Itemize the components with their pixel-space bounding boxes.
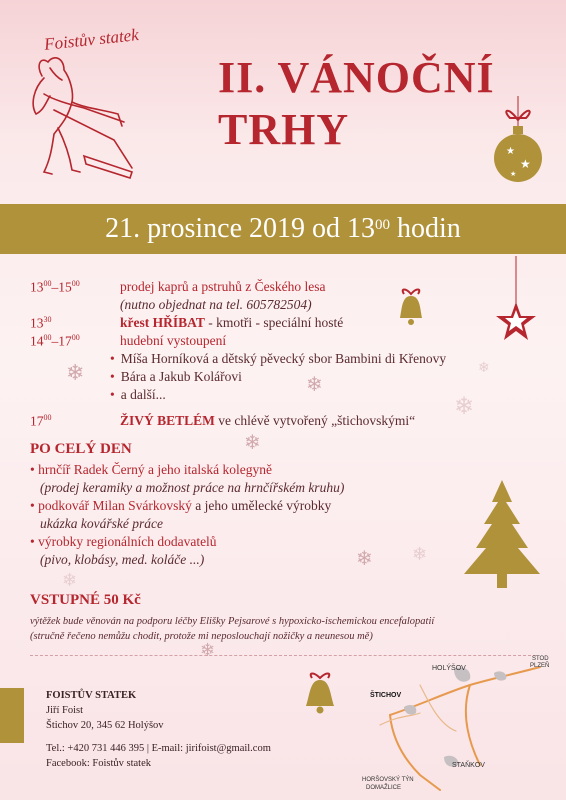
date-banner: 21. prosince 2019 od $13^{00}$ hodin xyxy=(0,204,566,254)
page-title xyxy=(218,52,495,156)
ornament-ball-icon xyxy=(488,96,548,196)
snowflake-icon: ❄ xyxy=(412,544,428,564)
snowflake-icon: ❄ xyxy=(244,432,261,454)
bell-icon xyxy=(300,672,340,718)
svg-text:★: ★ xyxy=(510,170,517,178)
footer-links: Tel.: +420 731 446 395 | E-mail: jirifoist@gmail.com Facebook: Foistův statek xyxy=(46,743,271,769)
program-item: $14^{00}-17^{00}$ hudební vystoupení xyxy=(30,333,227,349)
map-label-holysov: HOLÝŠOV xyxy=(432,665,466,672)
bell-icon xyxy=(394,288,428,330)
svg-text:★: ★ xyxy=(506,146,515,157)
entry-price: VSTUPNÉ 50 Kč xyxy=(30,592,141,608)
brand-name: Foistův statek xyxy=(43,25,140,54)
location-map xyxy=(360,655,560,795)
program-item: $17^{00}$ ŽIVÝ BETLÉM ve chlévě vytvořený „štichovskými“ xyxy=(30,413,416,429)
snowflake-icon: ❄ xyxy=(66,360,85,385)
program-bullet: • Míša Horníková a dětský pěvecký sbor Bambini di Křenovy xyxy=(30,351,550,369)
program-item: $13^{30}$ křest HŘÍBAT - kmotři - speciální hosté xyxy=(30,315,344,331)
map-label-plzen: PLZEŇ xyxy=(530,663,550,669)
map-label-stichov: ŠTICHOV xyxy=(370,692,402,699)
map-label-horsovsky: HORŠOVSKÝ TÝN xyxy=(362,777,414,783)
title-line-1: II. VÁNOČNÍ xyxy=(218,53,495,102)
footer-accent-bar xyxy=(0,688,24,743)
snowflake-icon: ❄ xyxy=(306,374,323,396)
program-bullet: • a další... xyxy=(30,387,550,405)
entry-note: výtěžek bude věnován na podporu léčby Elišky Pejsarové s hypoxicko-ischemickou encefalopatií (stručně řečeno nemůžu chodit, protože mi neposlouchají nožičky a neunesou mě) xyxy=(30,616,435,642)
map-label-stankov: STAŇKOV xyxy=(452,762,485,769)
title-line-2: TRHY xyxy=(218,105,350,154)
program-note: (nutno objednat na tel. 605782504) xyxy=(120,297,312,312)
star-ornament-icon xyxy=(494,256,538,346)
snowflake-icon: ❄ xyxy=(62,570,78,590)
snowflake-icon: ❄ xyxy=(356,548,373,570)
snowflake-icon: ❄ xyxy=(200,640,216,660)
map-label-domazlice: DOMAŽLICE xyxy=(366,785,402,791)
christmas-tree-icon xyxy=(460,480,544,590)
svg-text:★: ★ xyxy=(520,157,531,171)
snowflake-icon: ❄ xyxy=(478,361,490,376)
footer-contact: FOISTŮV STATEK Jiří Foist Štichov 20, 345 62 Holýšov xyxy=(46,690,164,731)
snowflake-icon: ❄ xyxy=(454,394,475,420)
program-item: $13^{00}-15^{00}$ prodej kaprů a pstruhů z Českého lesa xyxy=(30,279,326,295)
allday-heading: PO CELÝ DEN xyxy=(30,441,132,457)
map-label-stod: STOD xyxy=(532,656,549,662)
program-bullet: • Bára a Jakub Kolářovi xyxy=(30,369,550,387)
horse-illustration xyxy=(14,48,134,193)
